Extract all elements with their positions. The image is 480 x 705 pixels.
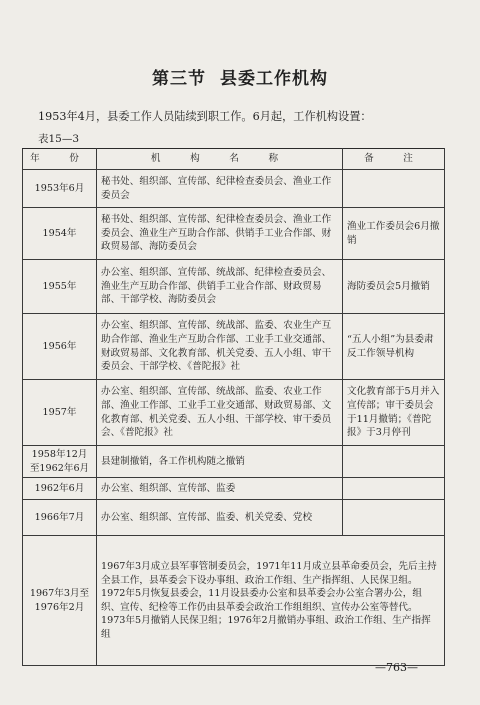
row-year: 1953年6月 (23, 170, 97, 208)
section-name: 县委工作机构 (220, 69, 328, 89)
page-number: —763— (375, 661, 418, 674)
table-row (23, 260, 445, 314)
table-row (23, 380, 445, 446)
row-organizations: 办公室、组织部、宣传部、监委、机关党委、党校 (97, 500, 343, 536)
row-year: 1966年7月 (23, 500, 97, 536)
row-note: “五人小组”为县委肃反工作领导机构 (343, 314, 445, 380)
table-row (23, 170, 445, 208)
row-organizations: 办公室、组织部、宣传部、监委 (97, 478, 343, 500)
row-year: 1967年3月至1976年2月 (23, 536, 97, 666)
table-row (23, 314, 445, 380)
row-organizations: 秘书处、组织部、宣传部、纪律检查委员会、渔业工作委员会 (97, 170, 343, 208)
row-year: 1962年6月 (23, 478, 97, 500)
row-organizations: 县建制撤销，各工作机构随之撤销 (97, 446, 343, 478)
row-organizations: 1967年3月成立县军事管制委员会，1971年11月成立县革命委员会，先后主持全县工作，县革委会下设办事组、政治工作组、生产指挥组、人民保卫组。1972年5月恢复县委会，11月设县委办公室和县革委会办公室合署办公，组织、宣传、纪检等工作仍由县革委会政治工作组组织、宣传办公室等替代。1973年5月撤销人民保卫组；1976年2月撤销办事组、政治工作组、生产指挥组 (97, 536, 445, 666)
section-number: 第三节 (152, 69, 206, 89)
header-year: 年 份 (23, 149, 97, 170)
organization-table (22, 148, 445, 666)
row-organizations: 办公室、组织部、宣传部、统战部、纪律检查委员会、渔业生产互助合作部、供销手工业合作部、财政贸易部、干部学校、海防委员会 (97, 260, 343, 314)
table-row (23, 478, 445, 500)
header-notes: 备 注 (343, 149, 445, 170)
table-row (23, 446, 445, 478)
row-note: 渔业工作委员会6月撤销 (343, 208, 445, 260)
row-year: 1957年 (23, 380, 97, 446)
table-row (23, 500, 445, 536)
row-year: 1958年12月至1962年6月 (23, 446, 97, 478)
intro-paragraph: 1953年4月，县委工作人员陆续到职工作。6月起，工作机构设置： (38, 110, 372, 123)
table-header-row (23, 149, 445, 170)
row-year: 1954年 (23, 208, 97, 260)
section-title (0, 64, 480, 89)
header-organizations: 机 构 名 称 (97, 149, 343, 170)
row-note (343, 500, 445, 536)
row-note (343, 478, 445, 500)
row-year: 1955年 (23, 260, 97, 314)
row-note (343, 170, 445, 208)
row-organizations: 办公室、组织部、宣传部、统战部、监委、农业生产互助合作部、渔业生产互助合作部、工业手工业交通部、财政贸易部、文化教育部、机关党委、五人小组、审干委员会、干部学校、《普陀报》社 (97, 314, 343, 380)
row-note: 文化教育部于5月并入宣传部；审干委员会于11月撤销；《普陀报》于3月停刊 (343, 380, 445, 446)
table-row (23, 208, 445, 260)
table-row (23, 536, 445, 666)
row-organizations: 秘书处、组织部、宣传部、纪律检查委员会、渔业工作委员会、渔业生产互助合作部、供销手工业合作部、财政贸易部、海防委员会 (97, 208, 343, 260)
row-organizations: 办公室、组织部、宣传部、统战部、监委、农业工作部、渔业工作部、工业手工业交通部、财政贸易部、文化教育部、机关党委、五人小组、干部学校、审干委员会、《普陀报》社 (97, 380, 343, 446)
row-year: 1956年 (23, 314, 97, 380)
table-label: 表15—3 (38, 133, 80, 145)
row-note (343, 446, 445, 478)
row-note: 海防委员会5月撤销 (343, 260, 445, 314)
